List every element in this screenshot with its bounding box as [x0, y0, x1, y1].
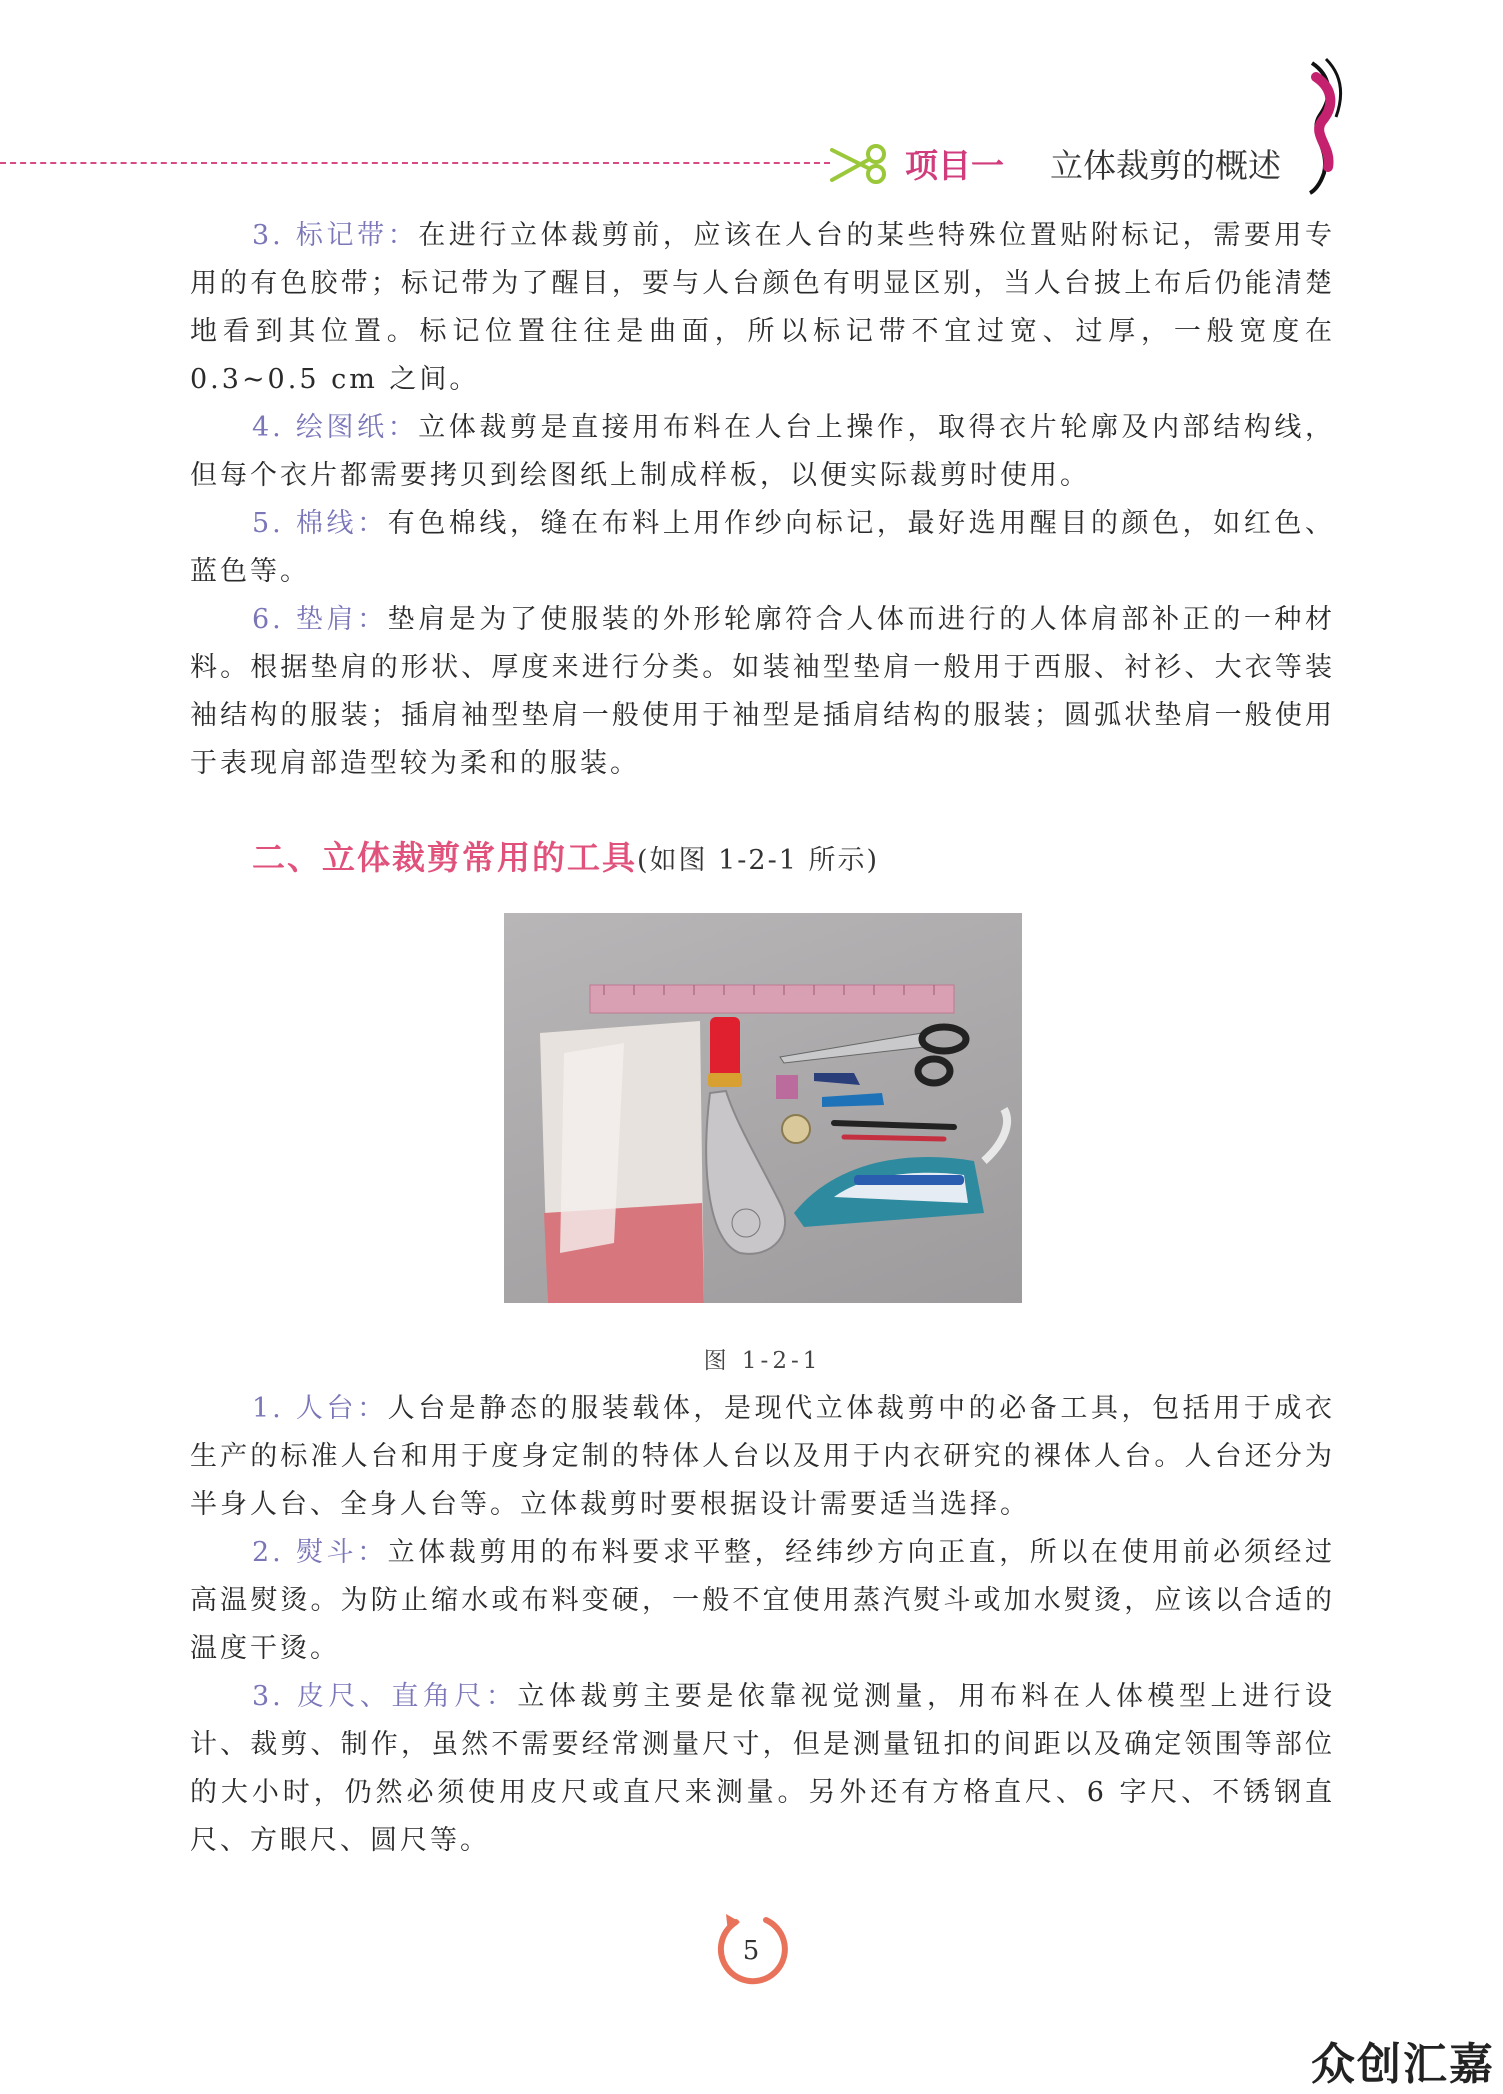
term-label: 2. 熨斗：	[252, 1537, 388, 1568]
mannequin-logo-icon	[1290, 55, 1348, 195]
paragraph-shoulder-pad	[190, 596, 1335, 788]
chapter-label: 项目一	[905, 146, 1004, 185]
paragraph-iron	[190, 1529, 1335, 1673]
section-title-text: 二、立体裁剪常用的工具	[252, 838, 637, 877]
term-label: 3. 皮尺、直角尺：	[252, 1681, 518, 1712]
header-dashed-rule	[0, 162, 830, 164]
page-number: 5	[742, 1936, 760, 1966]
paragraph-text: 在进行立体裁剪前，应该在人台的某些特殊位置贴附标记，需要用专用的有色胶带；标记带为了醒目，要与人台颜色有明显区别，当人台披上布后仍能清楚地看到其位置。标记位置往往是曲面，所以标记带不宜过宽、过厚，一般宽度在0.3~0.5 cm 之间。	[190, 220, 1335, 395]
term-label: 5. 棉线：	[252, 508, 388, 539]
term-label: 6. 垫肩：	[252, 604, 388, 635]
figure-caption: 图 1-2-1	[703, 1348, 822, 1374]
paragraph-text: 立体裁剪主要是依靠视觉测量，用布料在人体模型上进行设计、裁剪、制作，虽然不需要经常测量尺寸，但是测量钮扣的间距以及确定领围等部位的大小时，仍然必须使用皮尺或直尺来测量。另外还有方格直尺、6 字尺、不锈钢直尺、方眼尺、圆尺等。	[190, 1681, 1336, 1856]
paragraph-text: 有色棉线，缝在布料上用作纱向标记，最好选用醒目的颜色，如红色、蓝色等。	[190, 508, 1335, 587]
chapter-title: 立体裁剪的概述	[1050, 146, 1281, 185]
page-content	[190, 212, 1335, 1865]
paragraph-marker-tape	[190, 212, 1335, 404]
paragraph-rulers	[190, 1673, 1335, 1865]
figure	[190, 913, 1335, 1319]
section-title	[252, 834, 1335, 885]
term-label: 3. 标记带：	[252, 220, 419, 251]
paragraph-dress-form	[190, 1385, 1335, 1529]
tools-photo-illustration	[504, 913, 1022, 1303]
paragraph-drawing-paper	[190, 404, 1335, 500]
page-number-badge	[708, 1908, 794, 1994]
paragraph-text: 立体裁剪用的布料要求平整，经纬纱方向正直，所以在使用前必须经过高温熨烫。为防止缩水或布料变硬，一般不宜使用蒸汽熨斗或加水熨烫，应该以合适的温度干烫。	[190, 1537, 1335, 1664]
term-label: 1. 人台：	[252, 1393, 388, 1424]
section-note: (如图 1-2-1 所示)	[637, 845, 880, 876]
paragraph-text: 人台是静态的服装载体，是现代立体裁剪中的必备工具，包括用于成衣生产的标准人台和用于度身定制的特体人台以及用于内衣研究的裸体人台。人台还分为半身人台、全身人台等。立体裁剪时要根据设计需要适当选择。	[190, 1393, 1335, 1520]
paragraph-text: 立体裁剪是直接用布料在人台上操作，取得衣片轮廓及内部结构线，但每个衣片都需要拷贝到绘图纸上制成样板，以便实际裁剪时使用。	[190, 412, 1335, 491]
term-label: 4. 绘图纸：	[252, 412, 419, 443]
watermark: 众创汇嘉	[1311, 2039, 1495, 2090]
paragraph-cotton-thread	[190, 500, 1335, 596]
scissors-icon	[828, 140, 890, 188]
tools-photo	[504, 913, 1022, 1303]
paragraph-text: 垫肩是为了使服装的外形轮廓符合人体而进行的人体肩部补正的一种材料。根据垫肩的形状、厚度来进行分类。如装袖型垫肩一般用于西服、衬衫、大衣等装袖结构的服装；插肩袖型垫肩一般使用于袖型是插肩结构的服装；圆弧状垫肩一般使用于表现肩部造型较为柔和的服装。	[190, 604, 1335, 779]
